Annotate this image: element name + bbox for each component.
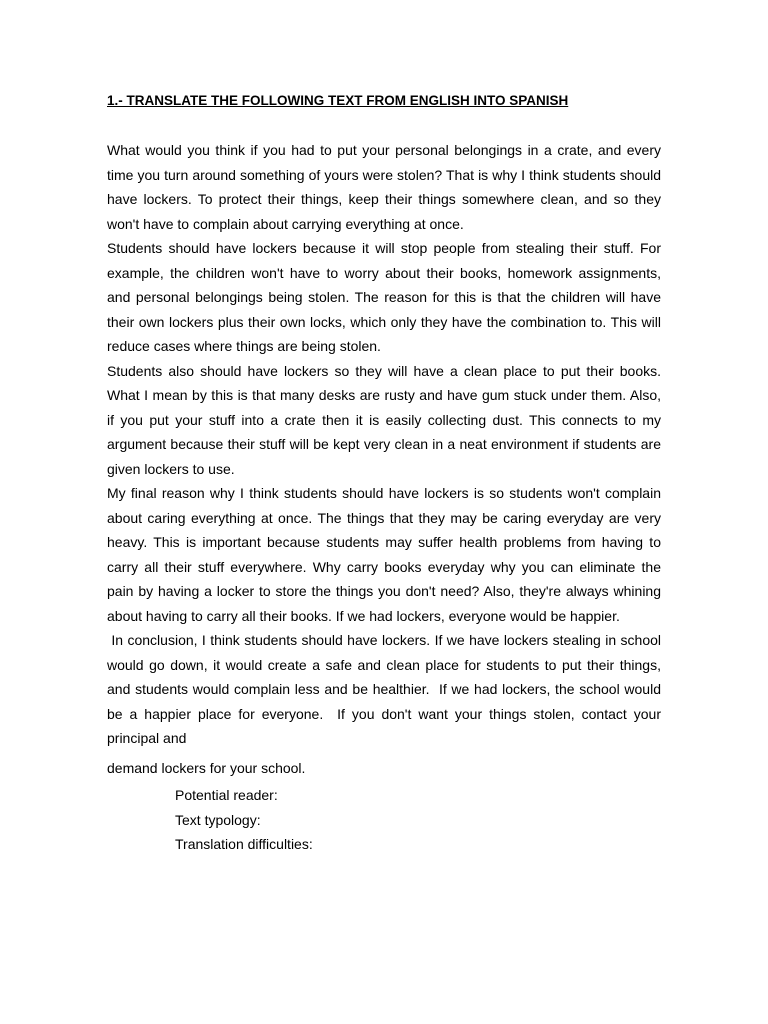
paragraph-clean-place: Students also should have lockers so they will have a clean place to put their books. What I mean by this is that many desks are rusty and have gum stuck under them. Also, if you put your stuff into a crate then it is easily collecting dust. This connects to my argument because their stuff will be kept very clean in a neat environment if students are given lockers to use. (107, 362, 661, 477)
paragraph-closing-line: demand lockers for your school. (107, 759, 306, 776)
exercise-heading: 1.- TRANSLATE THE FOLLOWING TEXT FROM ENGLISH INTO SPANISH (107, 93, 569, 108)
paragraph-intro: What would you think if you had to put your personal belongings in a crate, and every time you turn around something of yours were stolen? That is why I think students should have lockers. To protect their things, keep their things somewhere clean, and so they won't have to complain about carrying everything at once. (107, 142, 661, 232)
translation-difficulties-label: Translation difficulties: (175, 836, 313, 852)
paragraph-stealing: Students should have lockers because it will stop people from stealing their stuff. For example, the children won't have to worry about their books, homework assignments, and personal belongings being stolen. The reason for this is that the children will have their own lockers plus their own locks, which only they have the combination to. This will reduce cases where things are being stolen. (107, 240, 661, 354)
paragraph-conclusion: In conclusion, I think students should have lockers. If we have lockers stealing in school would go down, it would create a safe and clean place for students to put their things, and students would complain less and be healthier. If we had lockers, the school would be a happier place for everyone. If you don't want your things stolen, contact your principal and (107, 632, 665, 746)
text-typology-label: Text typology: (175, 811, 261, 828)
source-text (107, 138, 665, 780)
analysis-prompts (175, 783, 313, 857)
potential-reader-label: Potential reader: (175, 787, 278, 803)
paragraph-carrying: My final reason why I think students should have lockers is so students won't complain about caring everything at once. The things that they may be caring everyday are very heavy. This is important because students may suffer health problems from having to carry all their stuff everywhere. Why carry books everyday why you can eliminate the pain by having a locker to store the things you don't need? Also, they're always whining about having to carry all their books. If we had lockers, everyone would be happier. (107, 485, 661, 624)
